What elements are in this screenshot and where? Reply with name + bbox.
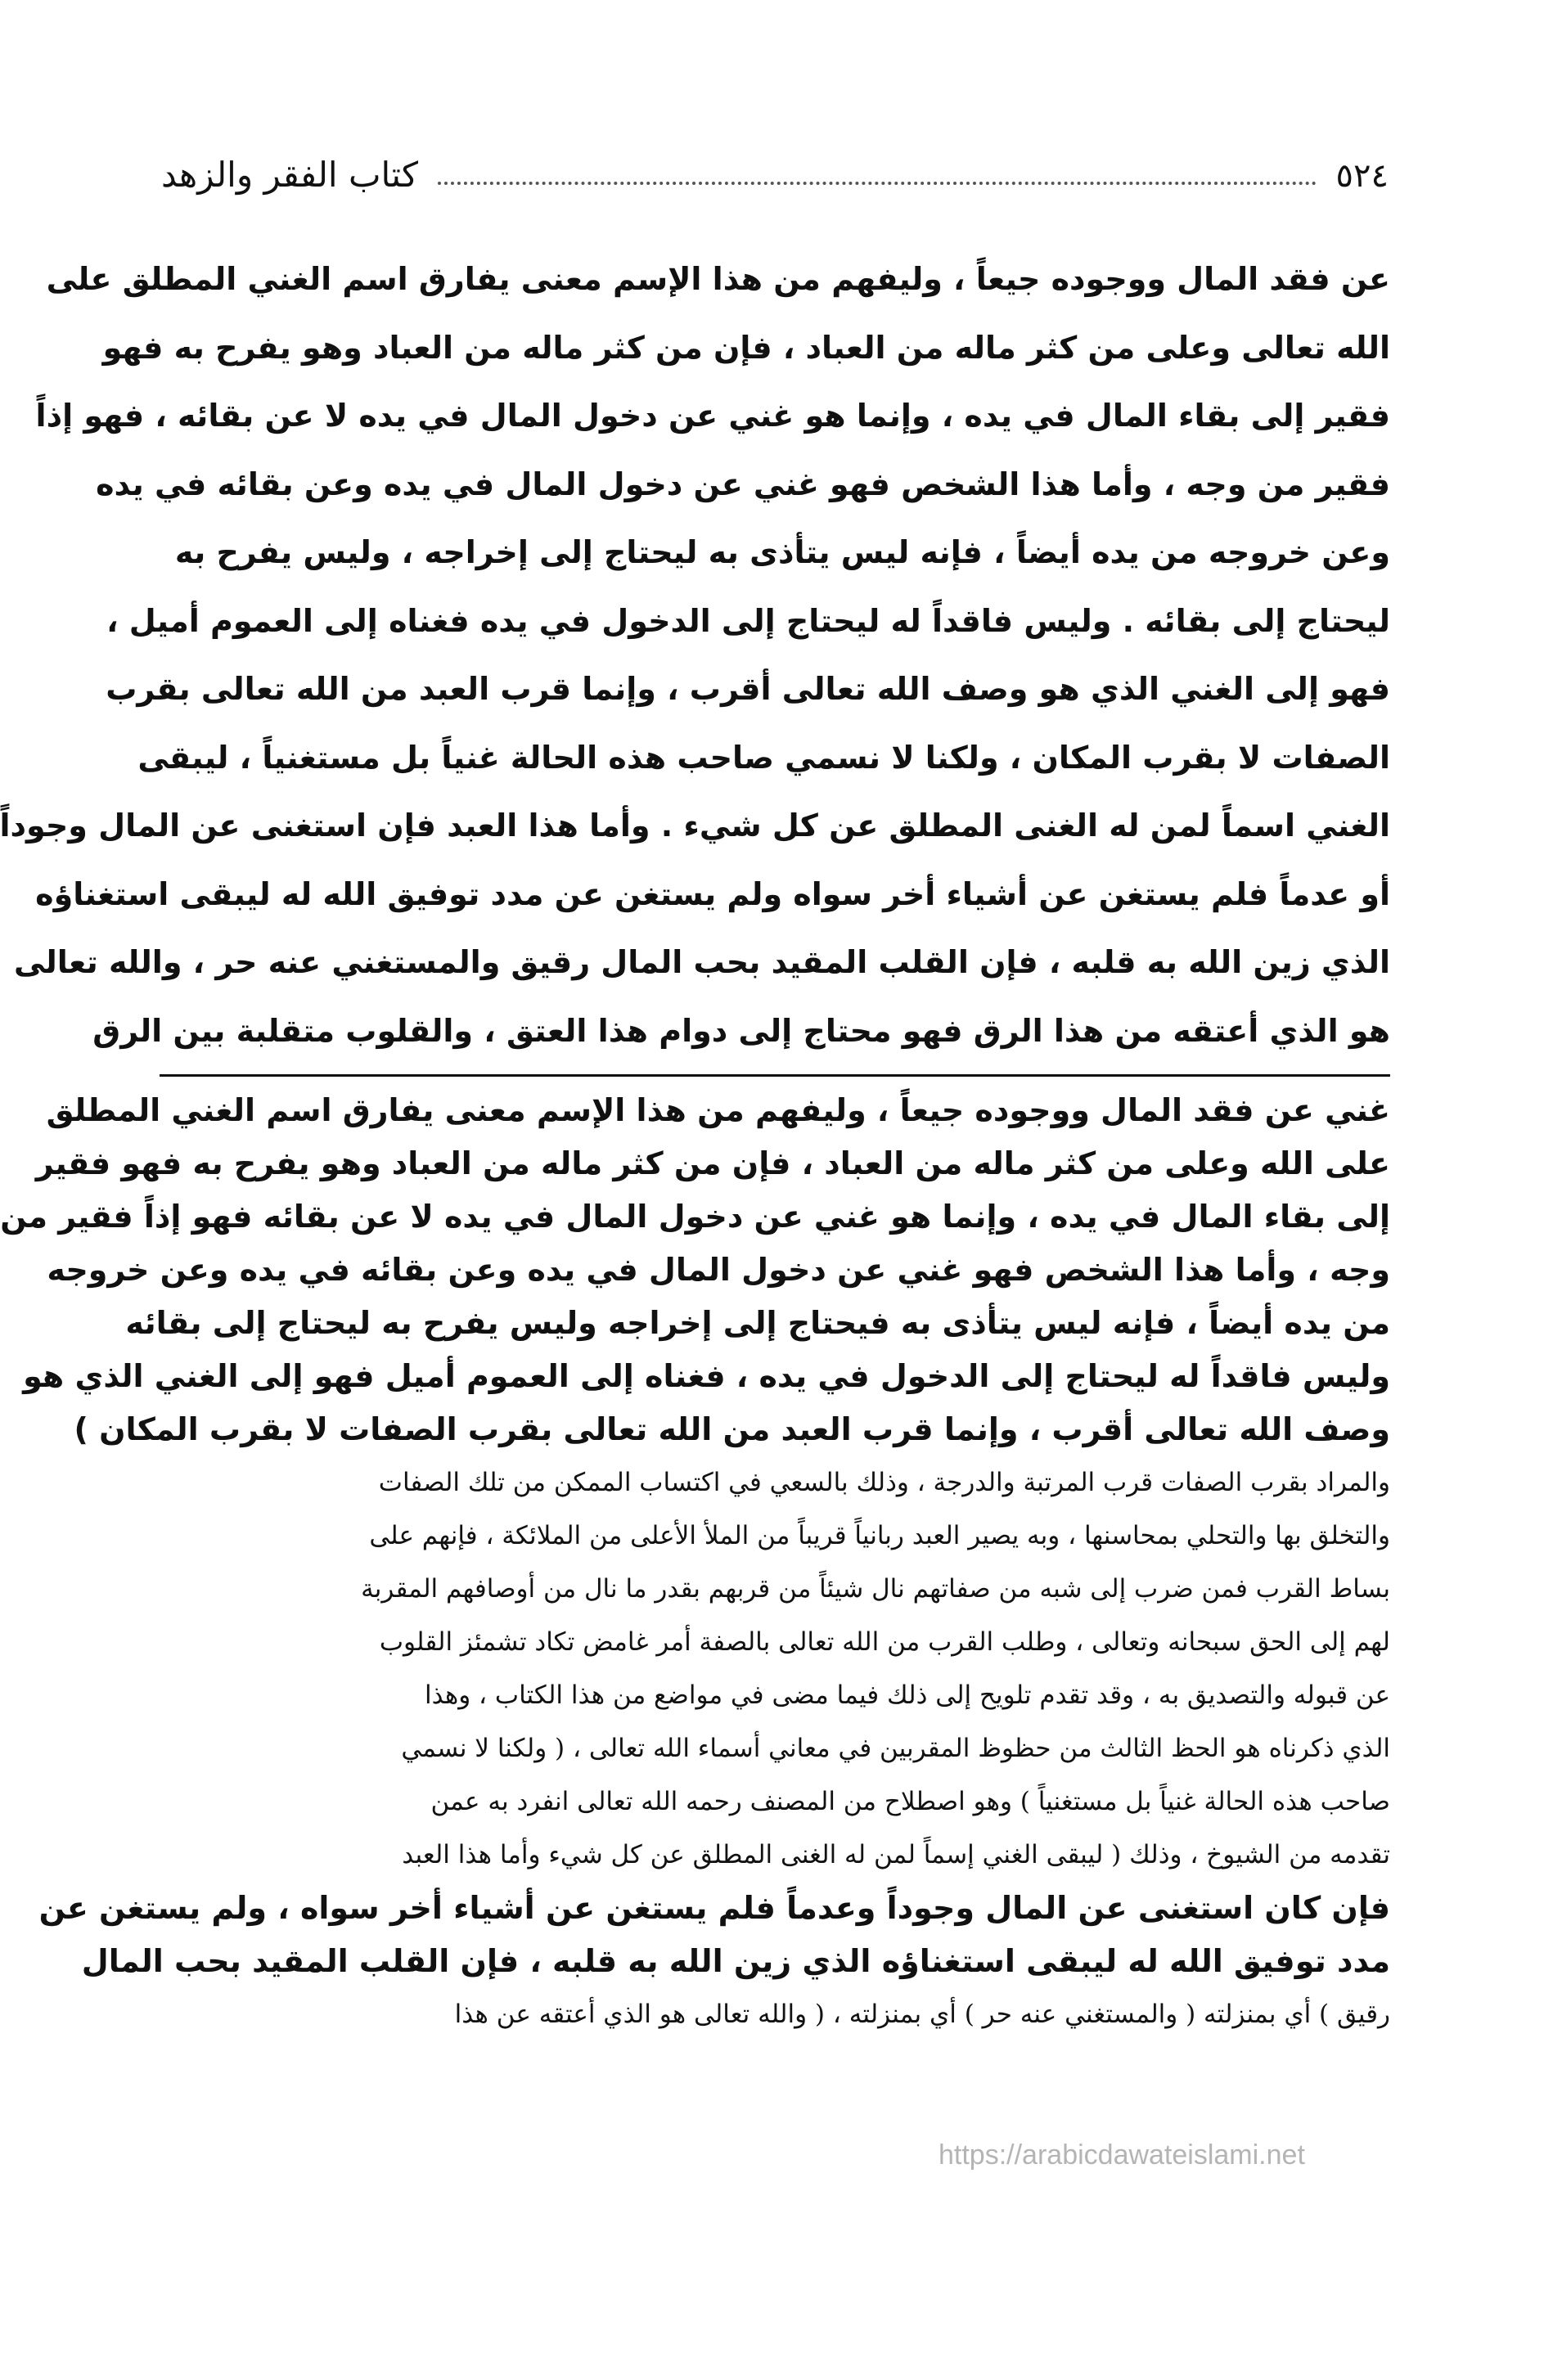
- main-text-line: هو الذي أعتقه من هذا الرق فهو محتاج إلى دوام هذا العتق ، والقلوب متقلبة بين الرق: [92, 1012, 1390, 1049]
- commentary-line: فإن كان استغنى عن المال وجوداً وعدماً فلم يستغن عن أشياء أخر سواه ، ولم يستغن عن: [38, 1890, 1390, 1926]
- main-text-line: ليحتاج إلى بقائه . وليس فاقداً له ليحتاج إلى الدخول في يده فغناه إلى العموم أميل ،: [106, 602, 1390, 639]
- section-divider: [160, 1074, 1390, 1077]
- commentary-line: وليس فاقداً له ليحتاج إلى الدخول في يده ، فغناه إلى العموم أميل فهو إلى الغني الذي هو: [23, 1358, 1390, 1394]
- commentary-line: مدد توفيق الله له ليبقى استغناؤه الذي زين الله به قلبه ، فإن القلب المقيد بحب المال: [81, 1943, 1390, 1979]
- commentary-line: على الله وعلى من كثر ماله من العباد ، فإن من كثر ماله من العباد وهو يفرح به فهو فقير: [35, 1145, 1390, 1181]
- main-text-line: فهو إلى الغني الذي هو وصف الله تعالى أقرب ، وإنما قرب العبد من الله تعالى بقرب: [106, 671, 1390, 707]
- commentary-line: والتخلق بها والتحلي بمحاسنها ، وبه يصير العبد ربانياً قريباً من الملأ الأعلى من الملائكة ، فإنهم على: [369, 1521, 1390, 1550]
- main-text-line: فقير إلى بقاء المال في يده ، وإنما هو غني عن دخول المال في يده لا عن بقائه ، فهو إذاً: [35, 398, 1390, 434]
- dotted-leader: [438, 182, 1317, 185]
- commentary-line: وصف الله تعالى أقرب ، وإنما قرب العبد من الله تعالى بقرب الصفات لا بقرب المكان ): [74, 1411, 1390, 1447]
- watermark-url: https://arabicdawateislami.net: [939, 2139, 1305, 2171]
- main-text-block: [0, 245, 1390, 1068]
- commentary-line: وجه ، وأما هذا الشخص فهو غني عن دخول المال في يده وعن بقائه في يده وعن خروجه: [47, 1252, 1390, 1288]
- commentary-line: تقدمه من الشيوخ ، وذلك ( ليبقى الغني إسماً لمن له الغنى المطلق عن كل شيء وأما هذا العبد: [402, 1840, 1390, 1869]
- main-text-line: الذي زين الله به قلبه ، فإن القلب المقيد بحب المال رقيق والمستغني عنه حر ، والله تعالى: [14, 944, 1390, 980]
- main-text-line: الغني اسماً لمن له الغنى المطلق عن كل شيء . وأما هذا العبد فإن استغنى عن المال وجوداً: [0, 808, 1390, 844]
- commentary-line: عن قبوله والتصديق به ، وقد تقدم تلويح إلى ذلك فيما مضى في مواضع من هذا الكتاب ، وهذا: [424, 1680, 1390, 1710]
- commentary-line: من يده أيضاً ، فإنه ليس يتأذى به فيحتاج إلى إخراجه وليس يفرح به ليحتاج إلى بقائه: [125, 1305, 1390, 1341]
- commentary-line: غني عن فقد المال ووجوده جيعاً ، وليفهم من هذا الإسم معنى يفارق اسم الغني المطلق: [46, 1092, 1390, 1128]
- main-text-line: أو عدماً فلم يستغن عن أشياء أخر سواه ولم يستغن عن مدد توفيق الله له ليبقى استغناؤه: [35, 875, 1390, 912]
- commentary-line: لهم إلى الحق سبحانه وتعالى ، وطلب القرب من الله تعالى بالصفة أمر غامض تكاد تشمئز القلوب: [379, 1627, 1390, 1657]
- commentary-line: والمراد بقرب الصفات قرب المرتبة والدرجة ، وذلك بالسعي في اكتساب الممكن من تلك الصفات: [378, 1468, 1390, 1497]
- commentary-line: صاحب هذه الحالة غنياً بل مستغنياً ) وهو اصطلاح من المصنف رحمه الله تعالى انفرد به عمن: [430, 1787, 1390, 1816]
- commentary-line: بساط القرب فمن ضرب إلى شبه من صفاتهم نال شيئاً من قربهم بقدر ما نال من أوصافهم المقربة: [361, 1574, 1390, 1604]
- commentary-block: [0, 1084, 1390, 2099]
- book-title: كتاب الفقر والزهد: [161, 155, 418, 195]
- running-header: [161, 146, 1389, 195]
- commentary-line: رقيق ) أي بمنزلته ( والمستغني عنه حر ) أي بمنزلته ، ( والله تعالى هو الذي أعتقه عن هذا: [454, 2000, 1390, 2029]
- main-text-line: الصفات لا بقرب المكان ، ولكنا لا نسمي صاحب هذه الحالة غنياً بل مستغنياً ، ليبقى: [137, 739, 1390, 776]
- commentary-line: إلى بقاء المال في يده ، وإنما هو غني عن دخول المال في يده لا عن بقائه فهو إذاً فقير من: [0, 1199, 1390, 1235]
- main-text-line: فقير من وجه ، وأما هذا الشخص فهو غني عن دخول المال في يده وعن بقائه في يده: [96, 466, 1390, 502]
- main-text-line: عن فقد المال ووجوده جيعاً ، وليفهم من هذا الإسم معنى يفارق اسم الغني المطلق على: [46, 261, 1390, 297]
- commentary-line: الذي ذكرناه هو الحظ الثالث من حظوظ المقربين في معاني أسماء الله تعالى ، ( ولكنا لا نسمي: [401, 1734, 1390, 1763]
- page-number: ٥٢٤: [1335, 157, 1389, 195]
- main-text-line: وعن خروجه من يده أيضاً ، فإنه ليس يتأذى به ليحتاج إلى إخراجه ، وليس يفرح به: [174, 534, 1390, 570]
- main-text-line: الله تعالى وعلى من كثر ماله من العباد ، فإن من كثر ماله من العباد وهو يفرح به فهو: [102, 329, 1390, 366]
